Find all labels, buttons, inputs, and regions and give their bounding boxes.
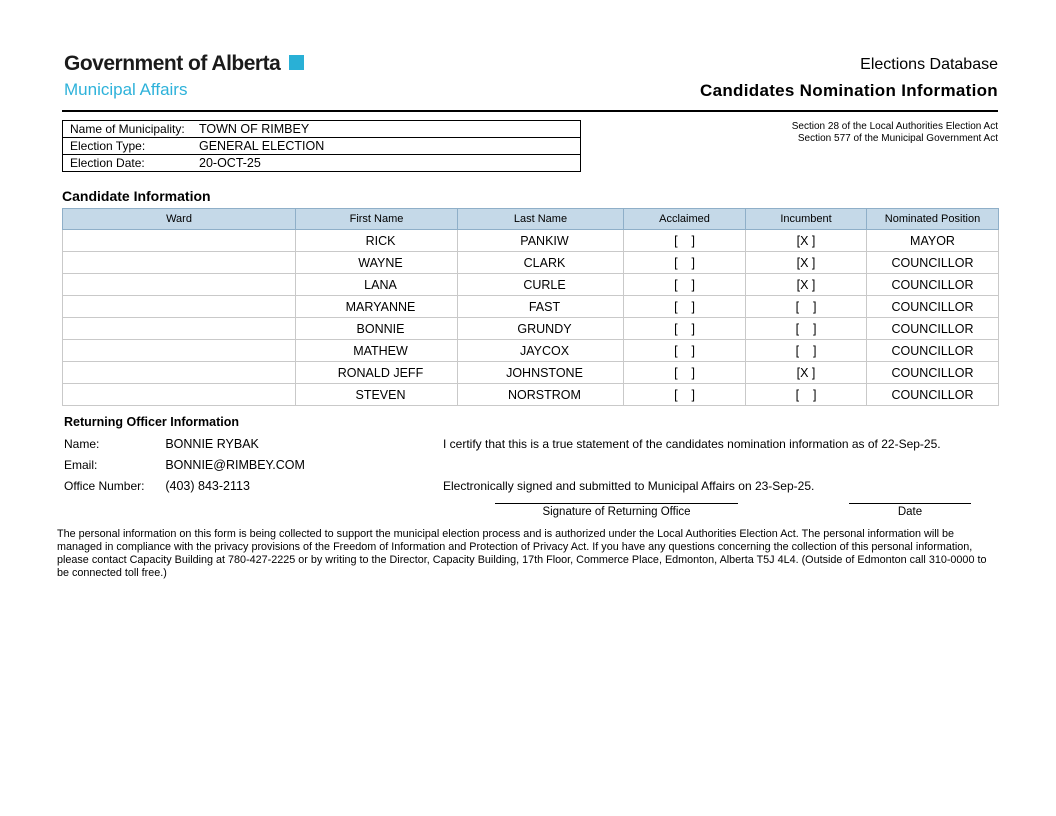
col-header-nominated-position: Nominated Position (867, 209, 999, 230)
government-of-alberta-logo (64, 52, 304, 100)
col-header-last-name: Last Name (458, 209, 624, 230)
nominated-position-cell: COUNCILLOR (867, 252, 999, 274)
ward-cell (63, 362, 296, 384)
candidate-row (63, 252, 999, 274)
nominated-position-cell: COUNCILLOR (867, 274, 999, 296)
ward-cell (63, 296, 296, 318)
candidate-information-heading: Candidate Information (62, 188, 211, 204)
nominated-position-cell: COUNCILLOR (867, 318, 999, 340)
ward-cell (63, 318, 296, 340)
ro-office-number-value: (403) 843-2113 (165, 479, 250, 493)
esign-statement: Electronically signed and submitted to Municipal Affairs on 23-Sep-25. (443, 479, 815, 493)
candidate-row (63, 340, 999, 362)
ward-cell (63, 340, 296, 362)
col-header-ward: Ward (63, 209, 296, 230)
incumbent-checkbox: [X ] (746, 274, 867, 296)
government-wordmark-text: Government of Alberta (64, 52, 281, 75)
certification-statement: I certify that this is a true statement of the candidates nomination information as of 22-Sep-25. (443, 437, 941, 451)
acclaimed-checkbox: [ ] (624, 296, 746, 318)
candidate-row (63, 384, 999, 406)
municipality-value: TOWN OF RIMBEY (199, 122, 310, 136)
election-info-box (62, 120, 581, 172)
candidate-table (62, 208, 999, 406)
first-name-cell: BONNIE (296, 318, 458, 340)
first-name-cell: RICK (296, 230, 458, 252)
col-header-acclaimed: Acclaimed (624, 209, 746, 230)
first-name-cell: RONALD JEFF (296, 362, 458, 384)
acclaimed-checkbox: [ ] (624, 318, 746, 340)
acclaimed-checkbox: [ ] (624, 230, 746, 252)
last-name-cell: PANKIW (458, 230, 624, 252)
ro-email-label: Email: (64, 458, 98, 472)
legal-ref-laea: Section 28 of the Local Authorities Election Act (791, 121, 998, 132)
first-name-cell: MATHEW (296, 340, 458, 362)
alberta-logo-square-icon (289, 55, 304, 70)
candidate-row (63, 230, 999, 252)
ward-cell (63, 274, 296, 296)
incumbent-checkbox: [X ] (746, 362, 867, 384)
candidate-row (63, 362, 999, 384)
acclaimed-checkbox: [ ] (624, 340, 746, 362)
ward-cell (63, 230, 296, 252)
candidate-table-container (62, 208, 998, 406)
col-header-first-name: First Name (296, 209, 458, 230)
ro-office-number-label: Office Number: (64, 479, 145, 493)
legal-ref-mga: Section 577 of the Municipal Government Act (797, 133, 998, 144)
ro-name-label: Name: (64, 437, 100, 451)
ro-name-row (64, 437, 259, 451)
legal-references (792, 121, 998, 145)
nominated-position-cell: COUNCILLOR (867, 296, 999, 318)
doc-title-database: Elections Database (860, 56, 998, 73)
first-name-cell: LANA (296, 274, 458, 296)
municipality-row (62, 120, 581, 138)
candidate-row (63, 318, 999, 340)
ro-email-row (64, 458, 305, 472)
ro-email-value: BONNIE@RIMBEY.COM (165, 458, 305, 472)
election-type-row (62, 137, 581, 155)
acclaimed-checkbox: [ ] (624, 252, 746, 274)
department-name: Municipal Affairs (64, 80, 188, 99)
returning-officer-heading: Returning Officer Information (64, 415, 239, 429)
acclaimed-checkbox: [ ] (624, 384, 746, 406)
incumbent-checkbox: [X ] (746, 230, 867, 252)
document-title-block (700, 56, 998, 101)
election-date-label: Election Date: (70, 156, 145, 170)
election-date-value: 20-OCT-25 (199, 156, 261, 170)
incumbent-checkbox: [ ] (746, 318, 867, 340)
election-type-value: GENERAL ELECTION (199, 139, 325, 153)
header-divider (62, 110, 998, 112)
ro-office-number-row (64, 479, 250, 493)
last-name-cell: CURLE (458, 274, 624, 296)
last-name-cell: NORSTROM (458, 384, 624, 406)
first-name-cell: STEVEN (296, 384, 458, 406)
last-name-cell: JOHNSTONE (458, 362, 624, 384)
ward-cell (63, 384, 296, 406)
last-name-cell: GRUNDY (458, 318, 624, 340)
first-name-cell: WAYNE (296, 252, 458, 274)
election-date-row (62, 154, 581, 172)
candidate-row (63, 296, 999, 318)
municipality-label: Name of Municipality: (70, 122, 185, 136)
nominated-position-cell: COUNCILLOR (867, 362, 999, 384)
doc-title-main: Candidates Nomination Information (700, 81, 998, 100)
ward-cell (63, 252, 296, 274)
signature-line: Signature of Returning Office (495, 503, 738, 518)
election-type-label: Election Type: (70, 139, 146, 153)
ro-name-value: BONNIE RYBAK (165, 437, 259, 451)
acclaimed-checkbox: [ ] (624, 274, 746, 296)
date-line: Date (849, 503, 971, 518)
first-name-cell: MARYANNE (296, 296, 458, 318)
acclaimed-checkbox: [ ] (624, 362, 746, 384)
col-header-incumbent: Incumbent (746, 209, 867, 230)
incumbent-checkbox: [X ] (746, 252, 867, 274)
candidate-table-header-row (63, 209, 999, 230)
nominated-position-cell: COUNCILLOR (867, 384, 999, 406)
last-name-cell: JAYCOX (458, 340, 624, 362)
incumbent-checkbox: [ ] (746, 384, 867, 406)
candidate-row (63, 274, 999, 296)
incumbent-checkbox: [ ] (746, 296, 867, 318)
government-wordmark (64, 52, 304, 76)
nominated-position-cell: COUNCILLOR (867, 340, 999, 362)
last-name-cell: CLARK (458, 252, 624, 274)
privacy-notice: The personal information on this form is being collected to support the municipal election process and is authorized under the Local Authorities Election Act. The personal information will be managed in compliance with the privacy provisions of the Freedom of Information and Protection of Privacy Act. If you have any questions concerning the collection of this personal information, please contact Capacity Building at 780-427-2225 or by writing to the Director, Capacity Building, 17th Floor, Commerce Place, Edmonton, Alberta T5J 4L4. (Outside of Edmonton call 310-0000 to be connected toll free.) (57, 528, 987, 579)
nominated-position-cell: MAYOR (867, 230, 999, 252)
last-name-cell: FAST (458, 296, 624, 318)
incumbent-checkbox: [ ] (746, 340, 867, 362)
